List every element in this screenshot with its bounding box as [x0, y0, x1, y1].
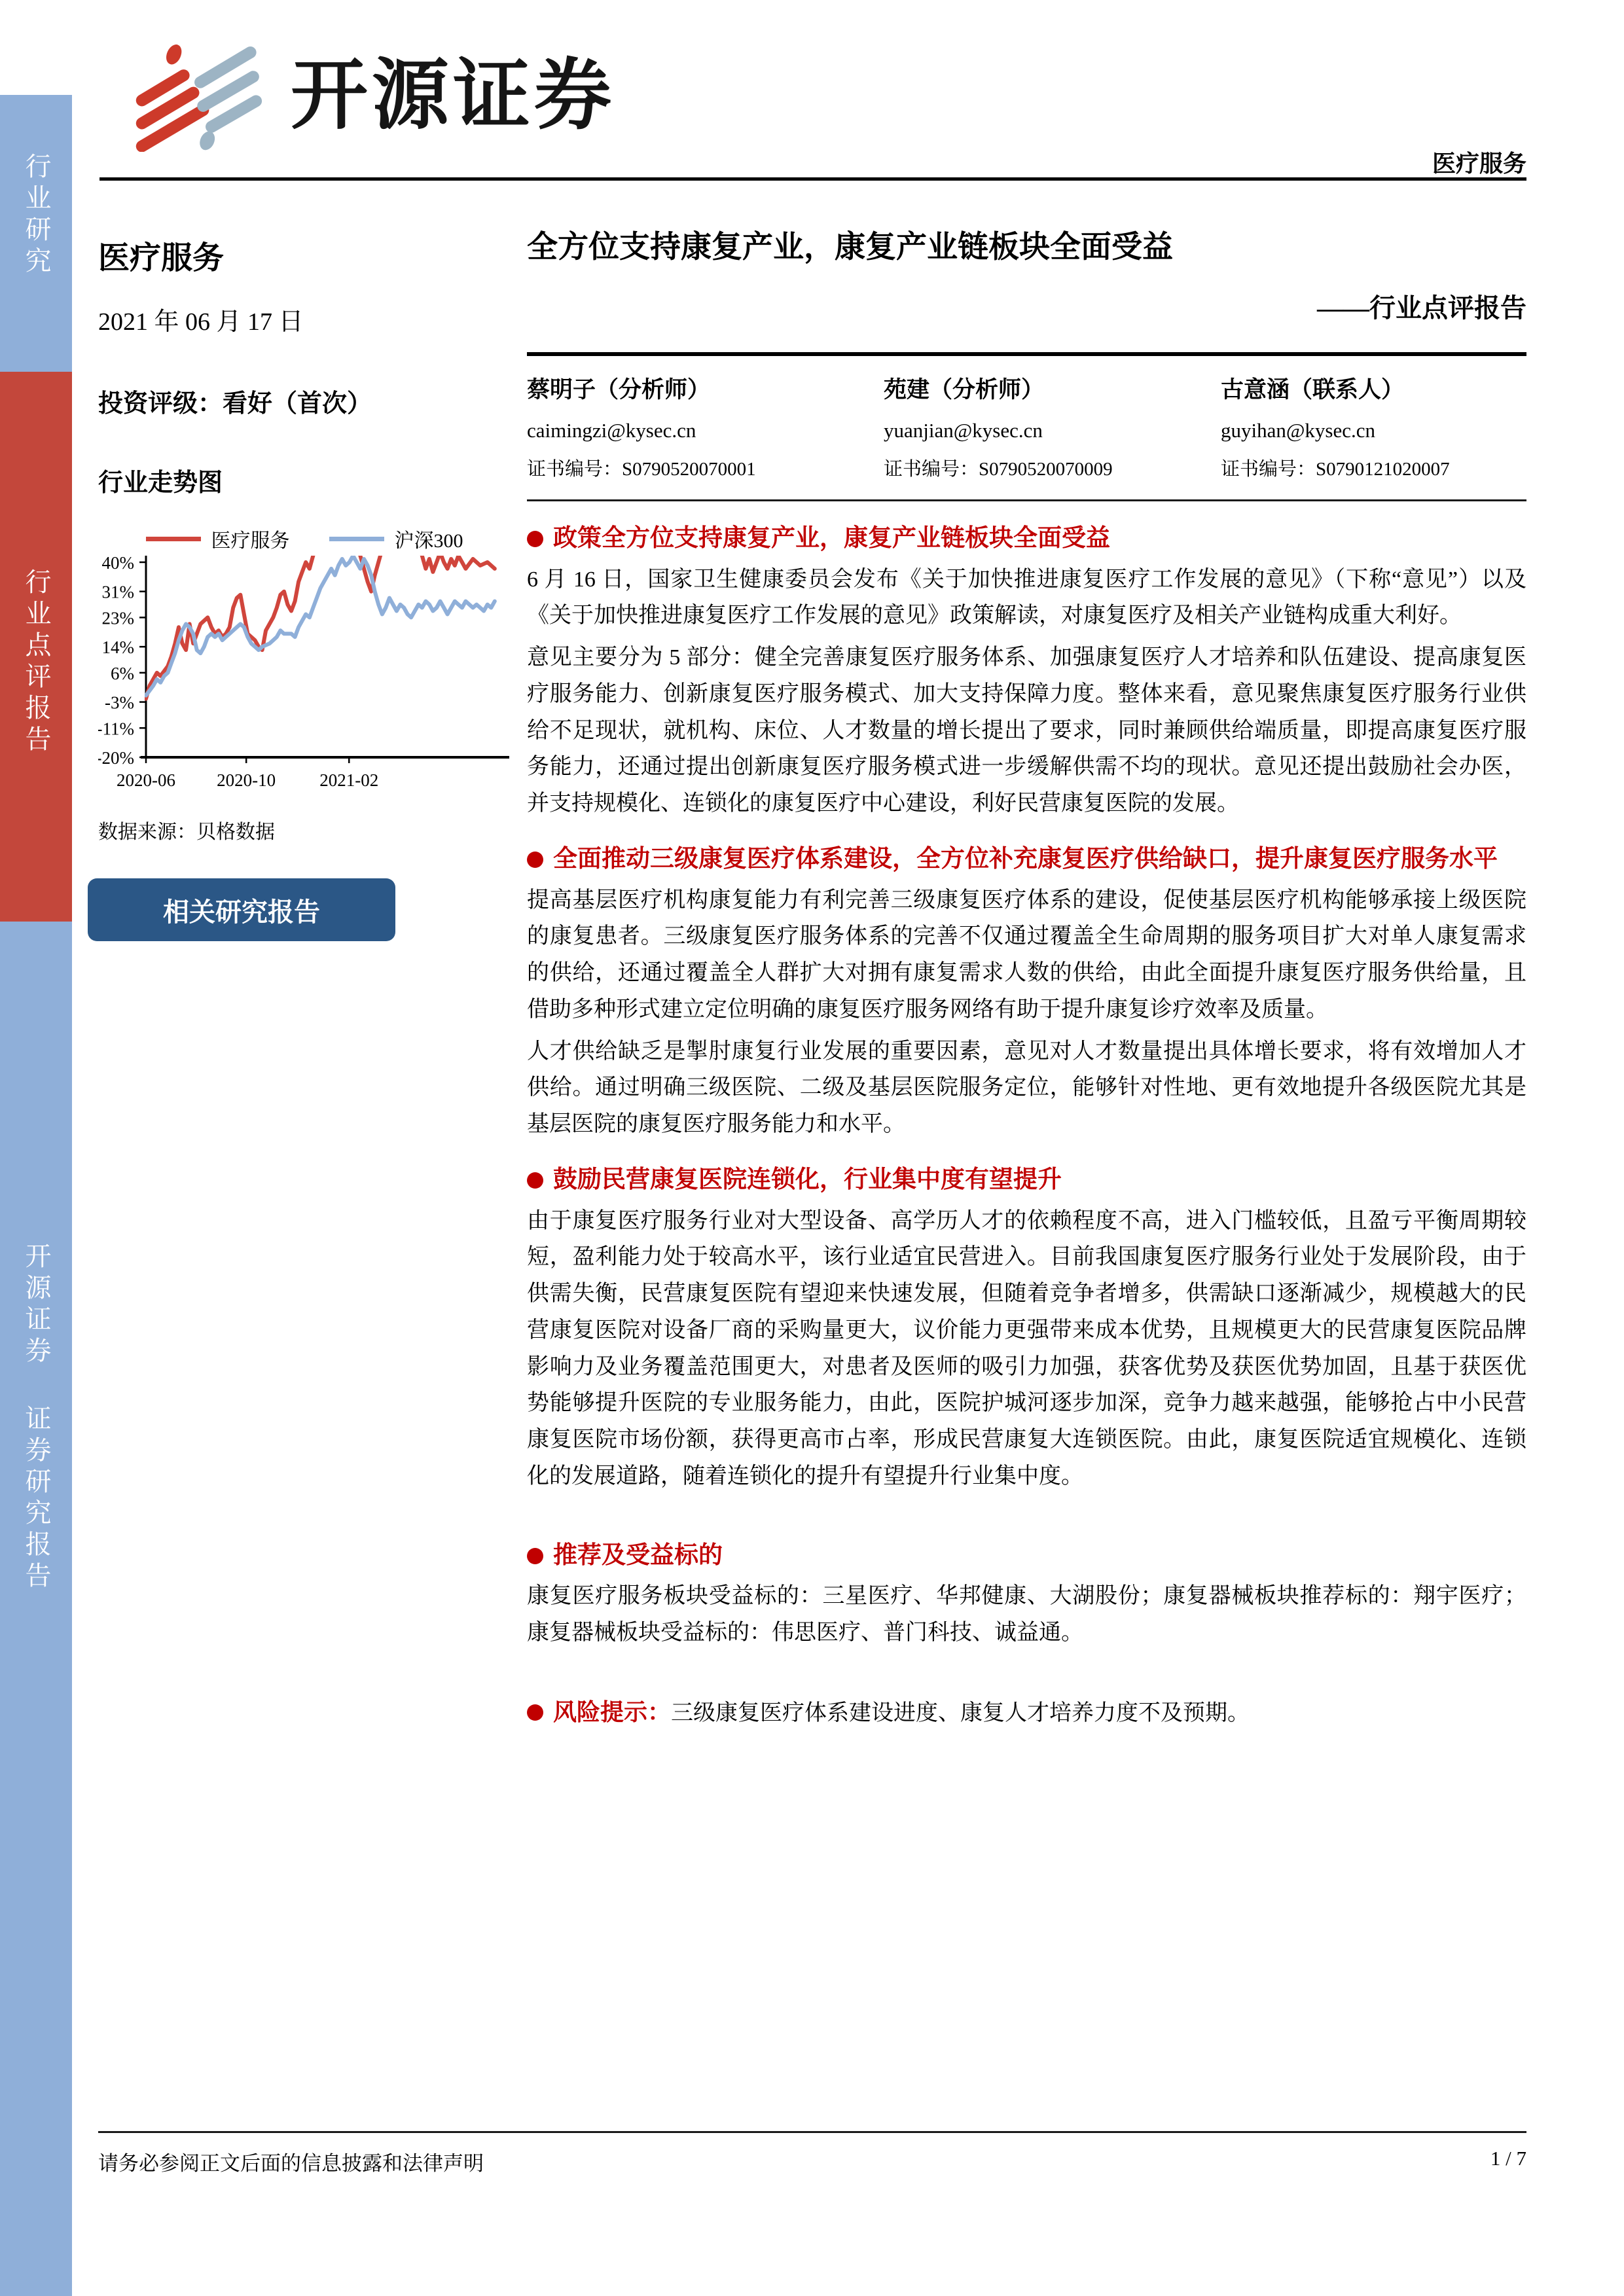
section-paragraph: 康复医疗服务板块受益标的：三星医疗、华邦健康、大湖股份；康复器械板块推荐标的：翔宇医疗；康复器械板块受益标的：伟思医疗、普门科技、诚益通。 [527, 1584, 1526, 1645]
legend-swatch-csi300 [329, 537, 384, 541]
section-heading-text: 全面推动三级康复医疗体系建设，全方位补充康复医疗供给缺口，提升康复医疗服务水平 [553, 845, 1498, 872]
svg-text:-11%: -11% [98, 719, 134, 739]
sidebar-label-brand: 开源证券 [22, 1242, 51, 1368]
legend-label-industry: 医疗服务 [211, 530, 290, 552]
svg-text:40%: 40% [101, 553, 134, 573]
sidebar-bottom-labels [23, 1242, 49, 2296]
report-date: 2021 年 06 月 17 日 [98, 308, 304, 336]
report-subtitle: ——行业点评报告 [1317, 293, 1526, 323]
left-panel [98, 232, 511, 941]
section-paragraph: 由于康复医疗服务行业对大型设备、高学历人才的依赖程度不高，进入门槛较低，且盈亏平衡周期较短，盈利能力处于较高水平，该行业适宜民营进入。目前我国康复医疗服务行业处于发展阶段，由于供需失衡，民营康复医院有望迎来快速发展，但随着竞争者增多，供需缺口逐渐减少，规模越大的民营康复医院对设备厂商的采购量更大，议价能力更强带来成本优势，且规模更大的民营康复医院品牌影响力及业务覆盖范围更大，对患者及医师的吸引力加强，获客优势及获医优势加固，且基于获医优势能够提升医院的专业服务能力，由此，医院护城河逐步加深，竞争力越来越强，能够抢占中小民营康复医院市场份额，获得更高市占率，形成民营康复大连锁医院。由此，康复医院适宜规模化、连锁化的发展道路，随着连锁化的提升有望提升行业集中度。 [527, 1208, 1526, 1488]
section-heading-text: 推荐及受益标的 [553, 1541, 723, 1569]
svg-text:2020-10: 2020-10 [217, 770, 276, 790]
section-three-tier-system [527, 842, 1526, 1143]
chart-legend [98, 524, 511, 553]
svg-text:14%: 14% [101, 637, 134, 658]
section-heading [527, 521, 1526, 556]
section-heading [527, 1538, 1526, 1573]
header-rule [99, 177, 1526, 181]
analyst-card [884, 372, 1221, 481]
bullet-dot-icon [527, 1704, 543, 1721]
svg-text:23%: 23% [101, 608, 134, 628]
section-policy [527, 521, 1526, 822]
sidebar-label-securities-research: 证券研究报告 [22, 1405, 51, 1593]
brand-ribbon-icon [131, 41, 268, 152]
legend-swatch-industry [146, 537, 201, 541]
analyst-name: 古意涵（联系人） [1221, 377, 1405, 403]
bullet-dot-icon [527, 531, 543, 547]
section-risk [527, 1695, 1526, 1730]
risk-heading [527, 1695, 1526, 1730]
report-body [527, 521, 1526, 1730]
svg-text:31%: 31% [101, 582, 134, 602]
svg-text:2021-02: 2021-02 [319, 770, 379, 790]
sidebar-label-industry-research: 行业研究 [22, 152, 51, 278]
footer-disclaimer: 请务必参阅正文后面的信息披露和法律声明 [98, 2152, 484, 2175]
svg-text:-3%: -3% [105, 692, 134, 713]
section-heading [527, 842, 1526, 877]
risk-line-text [553, 1695, 1250, 1730]
section-heading [527, 1162, 1526, 1198]
related-reports-box: 相关研究报告 [88, 878, 395, 941]
analyst-table [527, 352, 1526, 501]
bullet-dot-icon [527, 1548, 543, 1564]
sidebar-band-industry-research [0, 95, 72, 372]
section-paragraph: 提高基层医疗机构康复能力有利完善三级康复医疗体系的建设，促使基层医疗机构能够承接上级医院的康复患者。三级康复医疗服务体系的完善不仅通过覆盖全生命周期的服务项目扩大对单人康复需求的供给，还通过覆盖全人群扩大对拥有康复需求人数的供给，由此全面提升康复医疗服务供给量，且借助多种形式建立定位明确的康复医疗服务网络有助于提升康复诊疗效率及质量。 [527, 888, 1526, 1022]
risk-text: 三级康复医疗体系建设进度、康复人才培养力度不及预期。 [671, 1700, 1250, 1725]
chart-title: 行业走势图 [98, 469, 223, 497]
svg-text:6%: 6% [111, 663, 134, 683]
analyst-card [1221, 372, 1526, 481]
sidebar-label-comment-report: 行业点评报告 [22, 568, 51, 757]
section-private-chains [527, 1162, 1526, 1495]
industry-heading: 医疗服务 [98, 241, 225, 276]
section-heading-text: 政策全方位支持康复产业，康复产业链板块全面受益 [553, 525, 1110, 552]
legend-label-csi300: 沪深300 [394, 530, 463, 552]
analyst-email: yuanjian@kysec.cn [884, 419, 1043, 442]
brand-logo [131, 41, 615, 152]
section-recommendations [527, 1538, 1526, 1651]
rating-label: 投资评级： [98, 390, 223, 418]
analyst-name: 蔡明子（分析师） [527, 377, 711, 403]
chart-source-note: 数据来源：贝格数据 [98, 821, 275, 843]
bullet-dot-icon [527, 852, 543, 868]
section-heading-text: 鼓励民营康复医院连锁化，行业集中度有望提升 [553, 1166, 1062, 1193]
analyst-cert: 证书编号：S0790520070009 [884, 459, 1113, 480]
report-title: 全方位支持康复产业，康复产业链板块全面受益 [527, 230, 1173, 264]
main-content [527, 228, 1526, 1730]
analyst-name: 苑建（分析师） [884, 377, 1045, 403]
bullet-dot-icon [527, 1172, 543, 1189]
investment-rating [98, 383, 511, 419]
sidebar-band-comment-report [0, 372, 72, 922]
rating-value: 看好（首次） [223, 390, 372, 418]
risk-prefix: 风险提示： [553, 1698, 672, 1725]
brand-name: 开源证券 [291, 53, 616, 139]
svg-text:-20%: -20% [98, 748, 134, 768]
industry-category-label: 医疗服务 [1432, 151, 1526, 177]
analyst-email: caimingzi@kysec.cn [527, 419, 696, 442]
analyst-card [527, 372, 884, 481]
section-paragraph: 6 月 16 日，国家卫生健康委员会发布《关于加快推进康复医疗工作发展的意见》（下称“意见”）以及《关于加快推进康复医疗工作发展的意见》政策解读，对康复医疗及相关产业链构成重大利好。 [527, 567, 1526, 628]
analyst-cert: 证书编号：S0790121020007 [1221, 459, 1450, 480]
analyst-cert: 证书编号：S0790520070001 [527, 459, 756, 480]
section-paragraph: 意见主要分为 5 部分：健全完善康复医疗服务体系、加强康复医疗人才培养和队伍建设、提高康复医疗服务能力、创新康复医疗服务模式、加大支持保障力度。整体来看，意见聚焦康复医疗服务行业供给不足现状，就机构、床位、人才数量的增长提出了要求，同时兼顾供给端质量，即提高康复医疗服务能力，还通过提出创新康复医疗服务模式进一步缓解供需不均的现状。意见还提出鼓励社会办医，并支持规模化、连锁化的康复医疗中心建设，利好民营康复医院的发展。 [527, 645, 1526, 816]
footer-rule [98, 2131, 1526, 2133]
analyst-email: guyihan@kysec.cn [1221, 419, 1376, 442]
industry-trend-chart [98, 553, 511, 797]
section-paragraph: 人才供给缺乏是掣肘康复行业发展的重要因素，意见对人才数量提出具体增长要求，将有效增加人才供给。通过明确三级医院、二级及基层医院服务定位，能够针对性地、更有效地提升各级医院尤其是基层医院的康复医疗服务能力和水平。 [527, 1039, 1526, 1137]
sidebar-band-securities-research [0, 922, 72, 2296]
svg-text:2020-06: 2020-06 [117, 770, 175, 790]
page-number: 1 / 7 [1490, 2147, 1526, 2170]
